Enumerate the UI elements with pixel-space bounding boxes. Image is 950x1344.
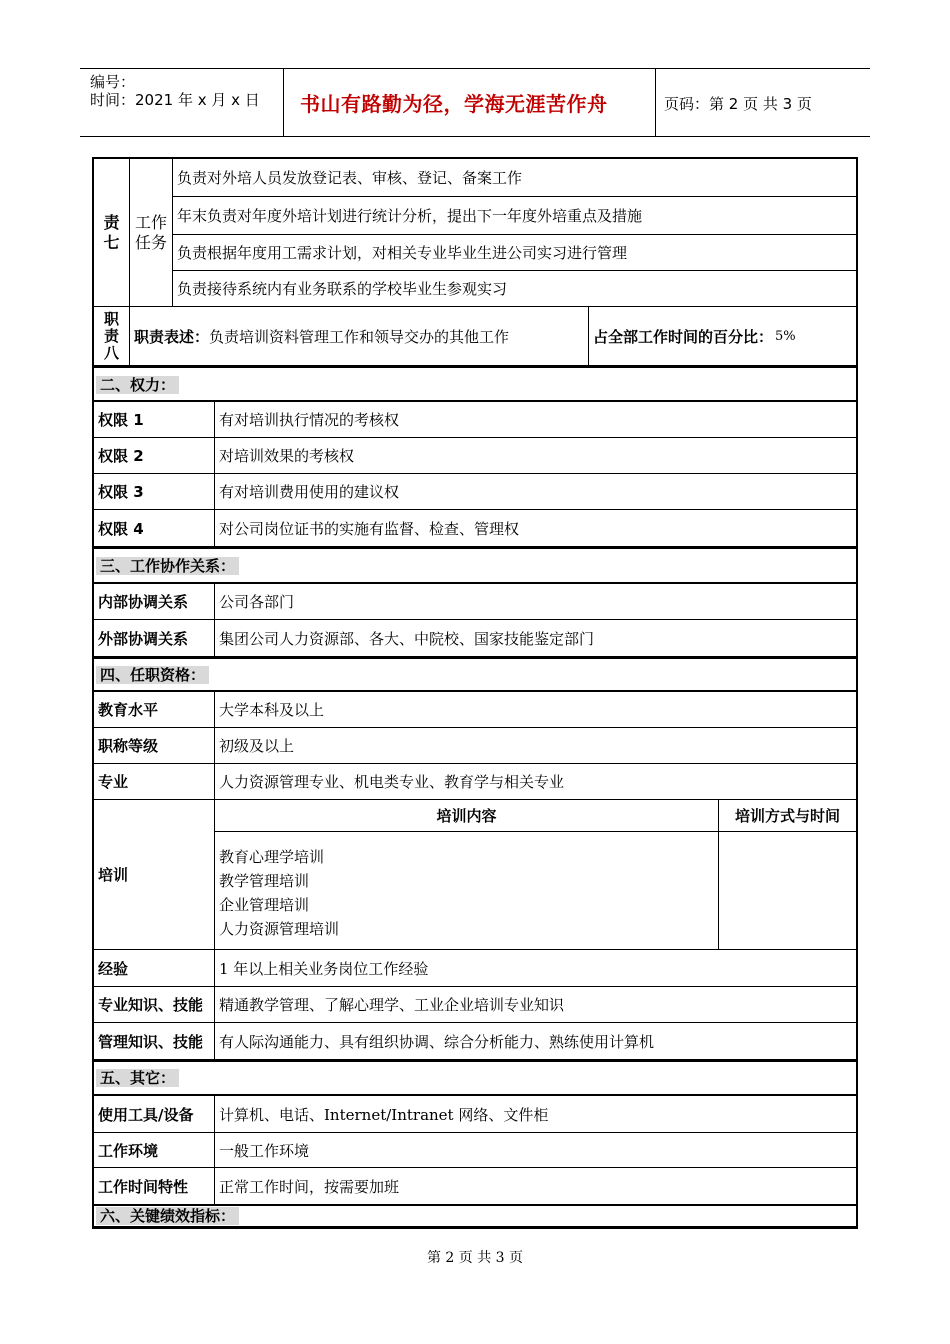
education-value: 大学本科及以上 (219, 701, 325, 719)
section-other-bar (93, 1060, 857, 1096)
section-power-bar (93, 366, 857, 402)
title-level-text (214, 727, 857, 764)
power-label-text: 权限 4 (98, 519, 144, 538)
header-bottom-rule (80, 136, 870, 137)
power-text (214, 401, 857, 438)
training-method-header (718, 799, 857, 832)
other-label-text: 使用工具/设备 (98, 1105, 194, 1124)
duty7-label-char: 责 (103, 212, 120, 232)
power-text (214, 473, 857, 510)
power-label (93, 473, 215, 510)
duty7-task-text: 负责根据年度用工需求计划，对相关专业毕业生进公司实习进行管理 (177, 244, 628, 262)
section-power-title: 二、权力： (96, 376, 179, 394)
major-label (93, 763, 215, 800)
duty8-label-char: 八 (103, 343, 119, 362)
page-footer: 第 2 页 共 3 页 (426, 1250, 524, 1266)
relation-label (93, 583, 215, 620)
header-top-rule (80, 68, 870, 69)
other-label (93, 1095, 215, 1133)
duty7-task-label-line: 任务 (134, 232, 167, 252)
experience-text (214, 949, 857, 987)
header-divider-left (283, 68, 284, 136)
duty8-label-char: 职 (103, 309, 119, 328)
other-text (214, 1167, 857, 1205)
major-label-text: 专业 (98, 773, 129, 791)
pro-skills-value: 精通教学管理、了解心理学、工业企业培训专业知识 (219, 996, 565, 1014)
training-method-header-text: 培训方式与时间 (734, 807, 840, 825)
other-text (214, 1132, 857, 1168)
relation-label-text: 外部协调关系 (98, 629, 189, 648)
other-label-text: 工作环境 (98, 1141, 159, 1160)
experience-value: 1 年以上相关业务岗位工作经验 (219, 959, 429, 978)
other-label-text: 工作时间特性 (98, 1177, 189, 1196)
power-text-value: 有对培训执行情况的考核权 (219, 411, 400, 429)
title-level-label-text: 职称等级 (98, 737, 159, 755)
duty7-task-label (129, 158, 173, 307)
training-label (93, 799, 215, 950)
duty8-desc-text: 负责培训资料管理工作和领导交办的其他工作 (209, 327, 510, 346)
training-item: 企业管理培训 (219, 896, 310, 914)
duty7-task-row (172, 158, 857, 197)
duty8-description (129, 306, 589, 366)
header-page-label: 页码：第 2 页 共 3 页 (664, 95, 812, 113)
experience-label (93, 949, 215, 987)
mgmt-skills-label (93, 1022, 215, 1060)
mgmt-skills-text (214, 1022, 857, 1060)
header-divider-right (655, 68, 656, 136)
title-level-label (93, 727, 215, 764)
duty7-task-row (172, 196, 857, 235)
duty8-percentage (588, 306, 857, 366)
power-label (93, 509, 215, 547)
duty8-pct-label: 占全部工作时间的百分比： (593, 327, 774, 346)
duty8-desc-label: 职责表述： (134, 327, 210, 346)
pro-skills-label (93, 986, 215, 1023)
duty7-task-text: 负责接待系统内有业务联系的学校毕业生参观实习 (177, 280, 508, 298)
training-method-cell (718, 831, 857, 950)
training-item: 教育心理学培训 (219, 848, 325, 866)
header-number-label: 编号： (90, 73, 136, 91)
header-time-label: 时间：2021 年 x 月 x 日 (90, 91, 260, 109)
power-text (214, 437, 857, 474)
training-content-header-text: 培训内容 (436, 807, 497, 825)
duty7-label-char: 七 (103, 232, 120, 252)
relation-text-value: 公司各部门 (219, 593, 295, 611)
duty7-task-text: 负责对外培人员发放登记表、审核、登记、备案工作 (177, 169, 523, 187)
power-label-text: 权限 1 (98, 411, 144, 429)
duty7-task-text: 年末负责对年度外培计划进行统计分析，提出下一年度外培重点及措施 (177, 207, 643, 225)
pro-skills-label-text: 专业知识、技能 (98, 996, 204, 1014)
duty8-label-char: 责 (103, 326, 119, 345)
power-text-value: 有对培训费用使用的建议权 (219, 483, 400, 501)
education-label (93, 691, 215, 728)
training-content-header (214, 799, 719, 832)
experience-label-text: 经验 (98, 959, 129, 978)
power-text (214, 509, 857, 547)
major-value: 人力资源管理专业、机电类专业、教育学与相关专业 (219, 773, 565, 791)
relation-text-value: 集团公司人力资源部、各大、中院校、国家技能鉴定部门 (219, 629, 595, 648)
other-label (93, 1132, 215, 1168)
mgmt-skills-value: 有人际沟通能力、具有组织协调、综合分析能力、熟练使用计算机 (219, 1032, 655, 1051)
section-qualifications-title: 四、任职资格： (96, 666, 209, 684)
header-motto: 书山有路勤为径，学海无涯苦作舟 (300, 92, 608, 116)
duty7-task-row (172, 234, 857, 271)
duty8-pct-value: 5% (775, 328, 796, 344)
training-item: 人力资源管理培训 (219, 920, 340, 938)
other-label (93, 1167, 215, 1205)
section-other-title: 五、其它： (96, 1069, 179, 1087)
education-label-text: 教育水平 (98, 701, 159, 719)
training-content-list (214, 831, 719, 950)
power-label (93, 437, 215, 474)
other-text-value: 计算机、电话、Internet/Intranet 网络、文件柜 (219, 1105, 549, 1124)
other-text (214, 1095, 857, 1133)
power-label-text: 权限 3 (98, 483, 144, 501)
relation-text (214, 583, 857, 620)
section-relations-title: 三、工作协作关系： (96, 557, 239, 575)
power-label (93, 401, 215, 438)
power-label-text: 权限 2 (98, 447, 144, 465)
training-item: 教学管理培训 (219, 872, 310, 890)
education-text (214, 691, 857, 728)
pro-skills-text (214, 986, 857, 1023)
power-text-value: 对公司岗位证书的实施有监督、检查、管理权 (219, 519, 520, 538)
training-label-text: 培训 (98, 866, 129, 884)
other-text-value: 一般工作环境 (219, 1141, 310, 1160)
duty7-task-row (172, 270, 857, 307)
relation-text (214, 619, 857, 657)
other-text-value: 正常工作时间，按需要加班 (219, 1177, 400, 1196)
major-text (214, 763, 857, 800)
duty7-task-label-line: 工作 (134, 212, 167, 232)
mgmt-skills-label-text: 管理知识、技能 (98, 1032, 204, 1051)
power-text-value: 对培训效果的考核权 (219, 447, 355, 465)
duty8-label (93, 306, 130, 366)
relation-label-text: 内部协调关系 (98, 593, 189, 611)
title-level-value: 初级及以上 (219, 737, 295, 755)
duty7-label (93, 158, 130, 307)
section-kpi-title: 六、关键绩效指标： (96, 1207, 239, 1225)
relation-label (93, 619, 215, 657)
